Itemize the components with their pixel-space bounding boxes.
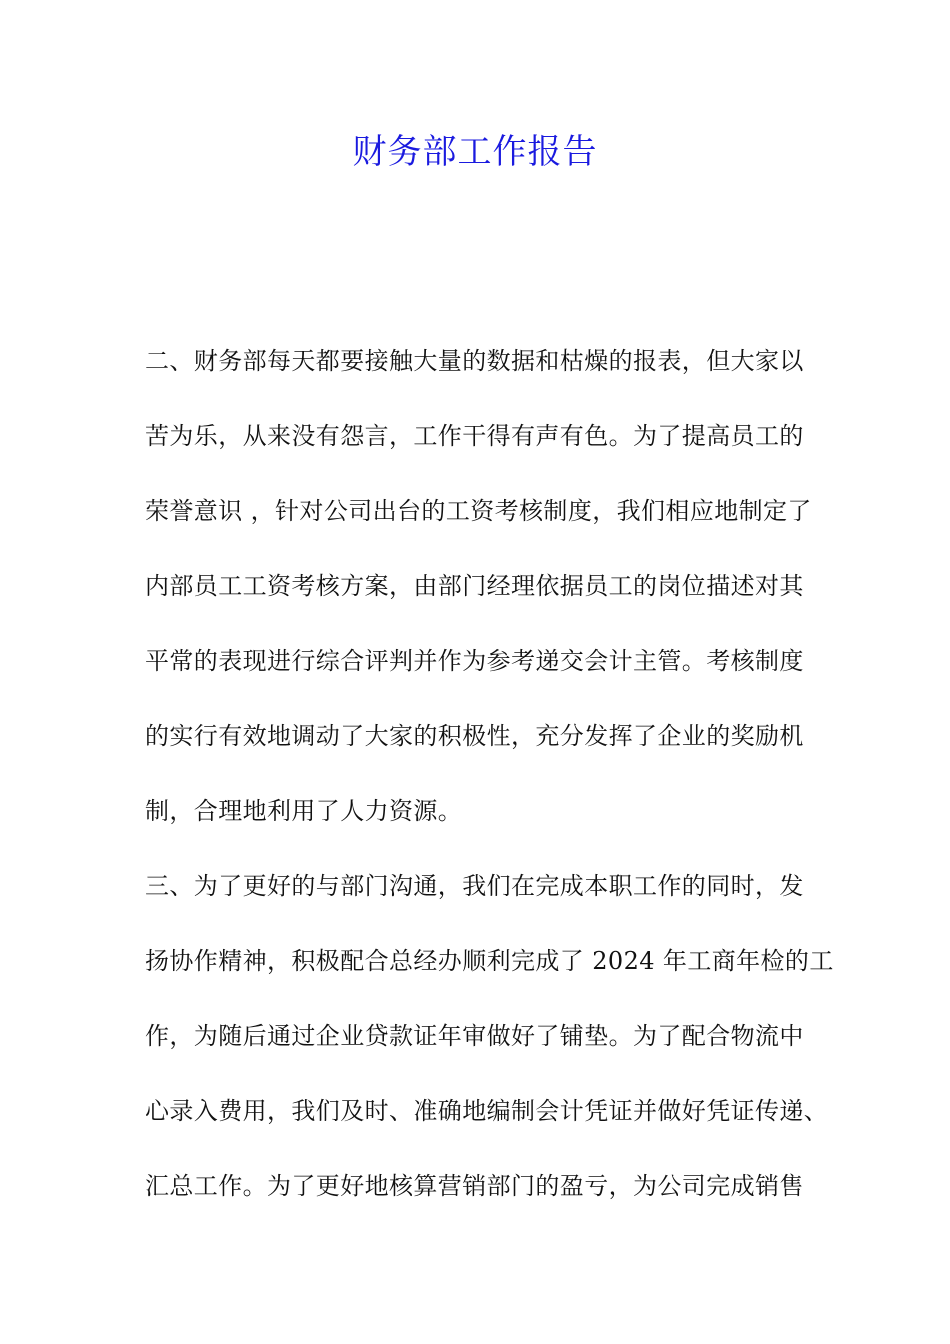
body-line: 扬协作精神，积极配合总经办顺利完成了 2024 年工商年检的工 bbox=[145, 947, 834, 975]
body-line: 平常的表现进行综合评判并作为参考递交会计主管。考核制度 bbox=[145, 647, 804, 675]
body-line: 作，为随后通过企业贷款证年审做好了铺垫。为了配合物流中 bbox=[145, 1022, 804, 1050]
body-line: 心录入费用，我们及时、准确地编制会计凭证并做好凭证传递、 bbox=[145, 1097, 829, 1125]
body-line: 制，合理地利用了人力资源。 bbox=[145, 797, 463, 825]
document-body bbox=[145, 337, 834, 1237]
body-line: 三、为了更好的与部门沟通，我们在完成本职工作的同时，发 bbox=[145, 872, 804, 900]
document-title: 财务部工作报告 bbox=[352, 132, 598, 172]
body-line: 内部员工工资考核方案，由部门经理依据员工的岗位描述对其 bbox=[145, 572, 804, 600]
body-line: 二、财务部每天都要接触大量的数据和枯燥的报表，但大家以 bbox=[145, 347, 804, 375]
body-line: 苦为乐，从来没有怨言，工作干得有声有色。为了提高员工的 bbox=[145, 422, 804, 450]
body-line: 的实行有效地调动了大家的积极性，充分发挥了企业的奖励机 bbox=[145, 722, 804, 750]
body-line: 汇总工作。为了更好地核算营销部门的盈亏，为公司完成销售 bbox=[145, 1172, 804, 1200]
body-line: 荣誉意识 ，针对公司出台的工资考核制度，我们相应地制定了 bbox=[145, 497, 812, 525]
